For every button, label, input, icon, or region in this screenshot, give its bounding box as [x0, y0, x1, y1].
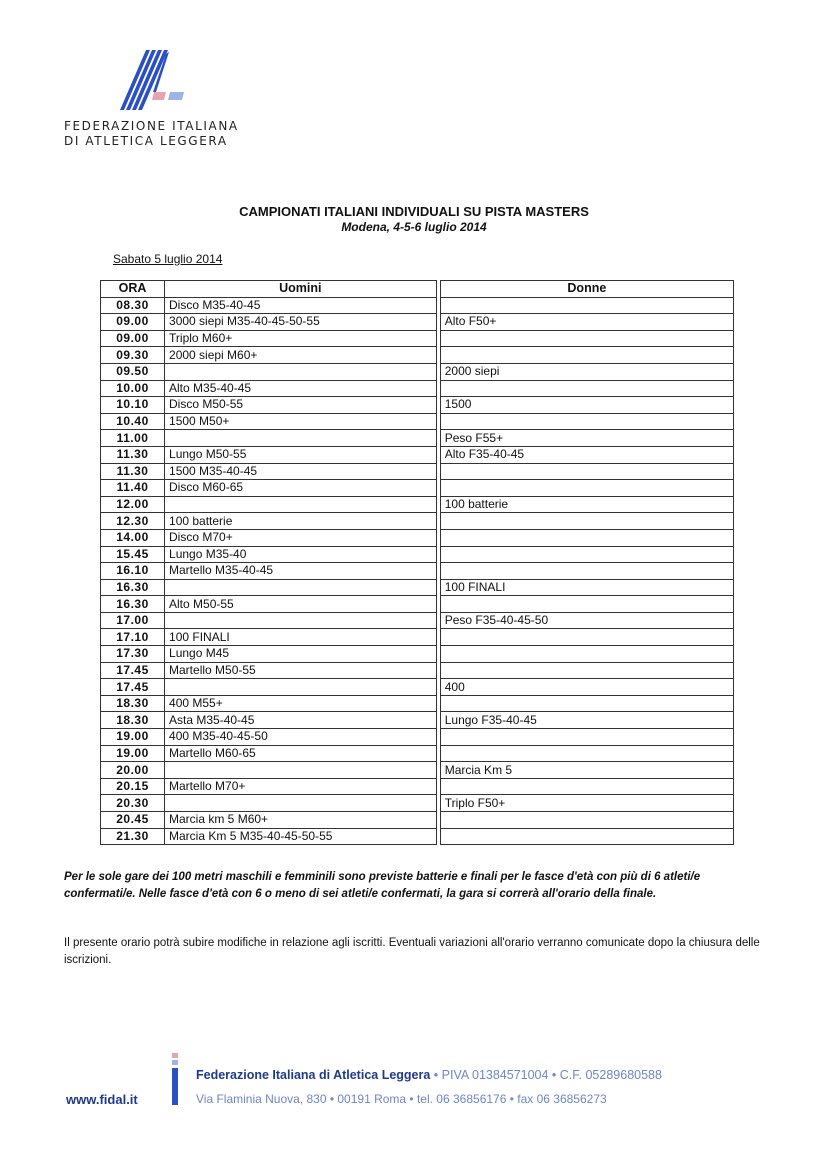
donne-cell: 100 batterie [440, 496, 733, 513]
document-title: CAMPIONATI ITALIANI INDIVIDUALI SU PISTA MASTERS [239, 204, 589, 219]
table-row [101, 496, 734, 513]
ora-cell: 17.30 [101, 646, 165, 663]
table-row [101, 778, 734, 795]
table-row [101, 695, 734, 712]
table-row [101, 297, 734, 314]
table-row [101, 662, 734, 679]
donne-cell [440, 695, 733, 712]
ora-cell: 20.30 [101, 795, 165, 812]
donne-cell [440, 629, 733, 646]
table-row [101, 413, 734, 430]
uomini-cell: 1500 M35-40-45 [165, 463, 437, 480]
uomini-cell: Disco M50-55 [165, 397, 437, 414]
uomini-cell: Lungo M35-40 [165, 546, 437, 563]
date-heading: Sabato 5 luglio 2014 [113, 252, 223, 266]
uomini-cell: Disco M35-40-45 [165, 297, 437, 314]
donne-cell [440, 413, 733, 430]
table-row [101, 480, 734, 497]
document-subtitle: Modena, 4-5-6 luglio 2014 [341, 220, 487, 234]
table-row [101, 596, 734, 613]
footer-org-line [196, 1068, 662, 1082]
table-row [101, 729, 734, 746]
ora-cell: 11.00 [101, 430, 165, 447]
ora-cell: 11.40 [101, 480, 165, 497]
ora-cell: 19.00 [101, 729, 165, 746]
ora-cell: 20.45 [101, 812, 165, 829]
uomini-cell: Lungo M45 [165, 646, 437, 663]
table-row [101, 446, 734, 463]
donne-cell: 2000 siepi [440, 363, 733, 380]
table-row [101, 762, 734, 779]
ora-cell: 09.00 [101, 314, 165, 331]
donne-cell [440, 513, 733, 530]
table-row [101, 646, 734, 663]
footer-url[interactable]: www.fidal.it [66, 1092, 138, 1107]
table-row [101, 795, 734, 812]
donne-cell: Lungo F35-40-45 [440, 712, 733, 729]
schedule-table [100, 280, 734, 845]
table-header-row [101, 281, 734, 298]
table-row [101, 712, 734, 729]
ora-cell: 09.00 [101, 330, 165, 347]
footer-piva: • PIVA 01384571004 • C.F. 05289680588 [430, 1068, 662, 1082]
table-row [101, 679, 734, 696]
donne-cell [440, 297, 733, 314]
table-row [101, 430, 734, 447]
org-name-line2: DI ATLETICA LEGGERA [64, 134, 228, 148]
donne-cell [440, 563, 733, 580]
donne-cell: Triplo F50+ [440, 795, 733, 812]
ora-cell: 21.30 [101, 828, 165, 845]
uomini-cell: 2000 siepi M60+ [165, 347, 437, 364]
ora-cell: 17.45 [101, 662, 165, 679]
uomini-cell [165, 430, 437, 447]
table-row [101, 397, 734, 414]
ora-cell: 12.30 [101, 513, 165, 530]
ora-cell: 17.00 [101, 612, 165, 629]
ora-cell: 14.00 [101, 529, 165, 546]
uomini-cell: Alto M35-40-45 [165, 380, 437, 397]
donne-cell [440, 347, 733, 364]
uomini-cell [165, 579, 437, 596]
donne-cell [440, 729, 733, 746]
donne-cell [440, 380, 733, 397]
ora-cell: 19.00 [101, 745, 165, 762]
uomini-cell: Lungo M50-55 [165, 446, 437, 463]
donne-cell [440, 778, 733, 795]
table-row [101, 380, 734, 397]
ora-cell: 09.50 [101, 363, 165, 380]
uomini-cell: Martello M35-40-45 [165, 563, 437, 580]
org-name-line1: FEDERAZIONE ITALIANA [64, 119, 239, 133]
donne-cell [440, 596, 733, 613]
ora-cell: 18.30 [101, 712, 165, 729]
donne-cell: Alto F35-40-45 [440, 446, 733, 463]
ora-cell: 16.30 [101, 579, 165, 596]
ora-cell: 16.30 [101, 596, 165, 613]
uomini-cell: Triplo M60+ [165, 330, 437, 347]
donne-cell [440, 745, 733, 762]
footer-address: Via Flaminia Nuova, 830 • 00191 Roma • tel. 06 36856176 • fax 06 36856273 [196, 1092, 607, 1106]
uomini-cell: 100 batterie [165, 513, 437, 530]
header-ora: ORA [101, 281, 165, 298]
table-row [101, 463, 734, 480]
ora-cell: 09.30 [101, 347, 165, 364]
uomini-cell [165, 762, 437, 779]
donne-cell [440, 463, 733, 480]
table-row [101, 828, 734, 845]
table-row [101, 563, 734, 580]
table-row [101, 314, 734, 331]
donne-cell: Peso F55+ [440, 430, 733, 447]
uomini-cell: Martello M60-65 [165, 745, 437, 762]
ora-cell: 08.30 [101, 297, 165, 314]
note-heats: Per le sole gare dei 100 metri maschili e femminili sono previste batterie e finali per le fasce d'età con più di 6 atleti/e confermati/e. Nelle fasce d'età con 6 o meno di sei atleti/e confermati, la gara si correrà all'orario della finale. [64, 871, 701, 900]
uomini-cell [165, 496, 437, 513]
ora-cell: 16.10 [101, 563, 165, 580]
donne-cell [440, 480, 733, 497]
fidal-i-mark-icon [170, 1053, 180, 1105]
uomini-cell: Asta M35-40-45 [165, 712, 437, 729]
uomini-cell: Alto M50-55 [165, 596, 437, 613]
ora-cell: 11.30 [101, 446, 165, 463]
donne-cell: Peso F35-40-45-50 [440, 612, 733, 629]
fidal-logo [108, 50, 198, 114]
donne-cell [440, 812, 733, 829]
uomini-cell: Marcia km 5 M60+ [165, 812, 437, 829]
table-row [101, 812, 734, 829]
table-row [101, 745, 734, 762]
donne-cell [440, 828, 733, 845]
donne-cell [440, 646, 733, 663]
ora-cell: 20.15 [101, 778, 165, 795]
uomini-cell [165, 363, 437, 380]
table-row [101, 513, 734, 530]
ora-cell: 17.10 [101, 629, 165, 646]
donne-cell [440, 529, 733, 546]
uomini-cell: 3000 siepi M35-40-45-50-55 [165, 314, 437, 331]
ora-cell: 20.00 [101, 762, 165, 779]
table-row [101, 612, 734, 629]
schedule-body [101, 297, 734, 845]
table-row [101, 546, 734, 563]
table-row [101, 529, 734, 546]
ora-cell: 18.30 [101, 695, 165, 712]
table-row [101, 629, 734, 646]
table-row [101, 347, 734, 364]
ora-cell: 17.45 [101, 679, 165, 696]
donne-cell: 1500 [440, 397, 733, 414]
uomini-cell: 400 M35-40-45-50 [165, 729, 437, 746]
ora-cell: 10.40 [101, 413, 165, 430]
uomini-cell: 400 M55+ [165, 695, 437, 712]
footer-org-name: Federazione Italiana di Atletica Leggera [196, 1068, 431, 1082]
uomini-cell: Disco M60-65 [165, 480, 437, 497]
table-row [101, 363, 734, 380]
donne-cell [440, 330, 733, 347]
uomini-cell [165, 612, 437, 629]
ora-cell: 10.00 [101, 380, 165, 397]
org-name [64, 119, 239, 149]
donne-cell: 100 FINALI [440, 579, 733, 596]
donne-cell: Alto F50+ [440, 314, 733, 331]
uomini-cell: Martello M50-55 [165, 662, 437, 679]
uomini-cell: Disco M70+ [165, 529, 437, 546]
table-row [101, 330, 734, 347]
donne-cell [440, 662, 733, 679]
ora-cell: 15.45 [101, 546, 165, 563]
ora-cell: 12.00 [101, 496, 165, 513]
uomini-cell [165, 795, 437, 812]
uomini-cell: 1500 M50+ [165, 413, 437, 430]
note-changes: Il presente orario potrà subire modifiche in relazione agli iscritti. Eventuali variazioni all'orario verranno comunicate dopo la chiusura delle iscrizioni. [64, 937, 760, 966]
uomini-cell: Martello M70+ [165, 778, 437, 795]
donne-cell [440, 546, 733, 563]
donne-cell: Marcia Km 5 [440, 762, 733, 779]
header-uomini: Uomini [165, 281, 437, 298]
table-row [101, 579, 734, 596]
uomini-cell [165, 679, 437, 696]
ora-cell: 10.10 [101, 397, 165, 414]
uomini-cell: Marcia Km 5 M35-40-45-50-55 [165, 828, 437, 845]
header-donne: Donne [440, 281, 733, 298]
donne-cell: 400 [440, 679, 733, 696]
uomini-cell: 100 FINALI [165, 629, 437, 646]
ora-cell: 11.30 [101, 463, 165, 480]
